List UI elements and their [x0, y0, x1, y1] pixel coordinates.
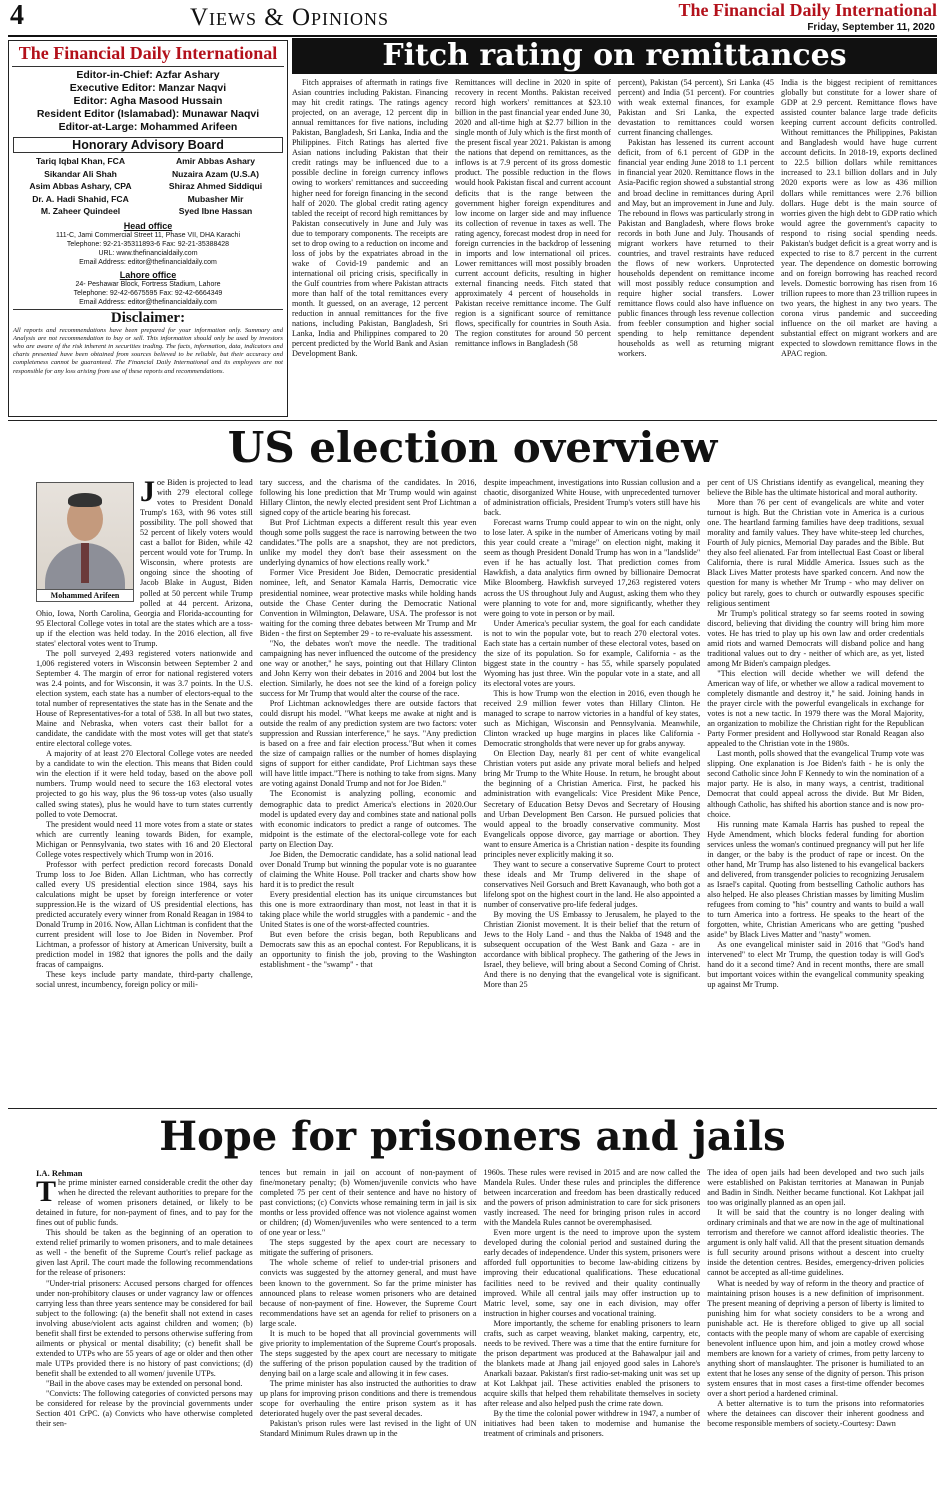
paragraph: Mr Trump's political strategy so far seems rooted in sowing discord, believing that dividing the country will bring him more votes. He has tried to play up his own law and order credentials amid riots and warned Democrats will disband police and hang traditional values out to dry - neither of which are, as yet, listed among Mr Biden's campaign pledges. [707, 608, 924, 668]
fitch-headline: Fitch rating on remittances [292, 38, 937, 74]
paragraph: Remittances will decline in 2020 in spite of recovery in recent Months. Pakistan received record high workers' remittances at $23.10 billion in the past financial year ended June 30, 2020 and all-time high at $2.77 billion in the single month of July which is the first month of the present fiscal year 2021. Pakistan is among the nations that depend on remittances, as the inflows is at 7.9 percent of its gross domestic product. The possible reduction in the flows would hook Pakistan fiscal and current account deficits that is the range between the government higher foreign expenditures and low income on larger side and may influence its collection of revenue in taxes as well. The rating agency, forecast modest drop in need for foreign currencies in the backdrop of lessening in imports and low international oil prices. Lower remittances will most possibly broaden current account deficits, resulting in higher external financing needs. Fitch stated that approximately 4 percent of households in Pakistan receive remittance income. The Gulf region is a significant source of remittance flows, specifically for countries in South Asia. The region constitutes for around 50 percent remittance inflows in Bangladesh (58 [455, 78, 611, 349]
article-column [260, 1168, 477, 1508]
staff-line: Resident Editor (Islamabad): Munawar Naqvi [36, 108, 260, 120]
paragraph: Professor with perfect prediction record forecasts Donald Trump loss to Joe Biden. Allan Lichtman, who has correctly called every US presidential election since 1984, says his calculations might be upset by foreign interference or voter suppression.He is the wizard of US presidential elections, has predicted accurately every winner from Ronald Reagan in 1984 to Donald Trump in 2016. Now, Allan Lichtman is confident that the current president will lose to Joe Biden in November. Prof Lichtman, a professor of history at American University, built a prediction model in 1982 that ignores the polls and the daily fracas of campaigns. [36, 859, 253, 970]
paragraph: The president would need 11 more votes from a state or states which are currently leaning towards Biden, for example, Michigan or Pennsylvania, two states with 16 and 20 Electoral College votes respectively which Trump won in 2016. [36, 819, 253, 859]
paragraph: Last month, polls showed that the evangelical Trump vote was slipping. One explanation is Joe Biden's faith - he is only the second Catholic since John F Kennedy to win the nomination of a major party. He is also, in many ways, a centrist, traditional Democrat that could appeal across the divide. But Mr Biden, although Catholic, has shifted his abortion stance and is now pro-choice. [707, 749, 924, 819]
paragraph: 1960s. These rules were revised in 2015 and are now called the Mandela Rules. Under these rules and principles the difference between incarceration and freedom has been drastically reduced and the powers of prison administration to care for sick prisoners vastly increased. The need for bringing prison rules in accord with the Mandela Rules cannot be overemphasised. [483, 1168, 701, 1228]
paragraph: More than 76 per cent of evangelicals are white and voter turnout is high. But the Christian vote in America is a curious one. The heartland farming families have deep traditions, sexual morality and family values. They have white-steep led churches, Fourth of July picnics, Memorial Day parades and the Bible. But they also feel alienated. Far from intellectual East Coast or liberal California, there is rural Middle America. Issues such as the Black Lives Matter protests have sparked concern. And now the question for many is whether Mr Trump - who may deliver on policy but rarely, goes to church or outwardly espouses specific religious sentiment [707, 498, 924, 608]
paragraph: oe Biden is projected to lead with 279 electoral college votes to President Donald Trump's 163, with 96 votes still possibility. The poll showed that 52 percent of likely voters would cast a ballot for Biden, while 42 percent would vote for Trump. In Wisconsin, where protests are ongoing since the shooting of Jacob Blake in August, Biden polled at 50 percent while Trump polled at 44 percent. Arizona, Ohio, Iowa, North Carolina, Georgia and Florida-accounting for 95 Electoral College votes in total are the states which are a toss-up if the election was held today. In the 2016 election, all five states' electoral votes went to Trump. [36, 478, 253, 648]
paragraph: Fitch appraises of aftermath in ratings five Asian countries including Pakistan. Financing may hit credit ratings. The ratings agency projected, on an average, 12 percent dip in annual remittances for five nations, including Pakistan, Bangladesh, Sri Lanka, India and the Philippines. Fitch Ratings has alerted five Asian nations including Pakistan that their credit ratings may be influenced due to a possible decline in foreign currency inflows owing to workers' remittances and succeeding higher need for foreign financing in the second half of 2020. The global credit rating agency tabled the receipt of record high remittances by Pakistan consecutively in June and July was due to temporary components. The receipts are set to drop owing to a reduction on income and loss of jobs by the expatriates abroad in the wake of Covid-19 pandemic and an international oil pricing crisis, specifically in the Gulf countries from where Pakistan attracts more than half of the total remittances every month. It guessed, on an average, 12 percent reduction in annual remittances for the five nations, including Pakistan, Bangladesh, Sri Lanka, India and Philippines compared to 20 percent predicted by the World Bank and Asian Development Bank. [292, 78, 448, 359]
article-column [781, 78, 937, 416]
staff-list [9, 69, 287, 134]
column-text [36, 1175, 253, 1429]
advisory-board-title: Honorary Advisory Board [13, 137, 283, 153]
paragraph: Pakistan has lessened its current account deficit, from of 6.1 percent of GDP in the financial year ending June 2018 to 1.1 percent in financial year 2020. Remittance flows in the Asia-Pacific region showed a substantial strong and broad decline in remittances during April and May, but an improvement in June and July. The rebound in flows was particularly strong in Pakistan and Bangladesh, where flows broke records in both June and July. Thousands of migrant workers have returned to their countries, and travel restraints have reduced the flows of new workers. Unprotected households dependent on remittance income will most possibly reduce consumption and require higher social transfers. Lower remittance flows could also have influence on public finances through less revenue collection from feebler consumption and higher social spending to help remittance dependent households as well as returning migrant workers. [618, 138, 774, 359]
fitch-article-body [292, 78, 937, 416]
paragraph: This is how Trump won the election in 2016, even though he received 2.9 million fewer votes than Hillary Clinton. He managed to scrape to narrow victories in a handful of key states, such as Michigan, Wisconsin and Pennsylvania. Meanwhile, Clinton wracked up huge margins in places like California - Democratic strongholds that were never up for grabs anyway. [483, 688, 701, 749]
advisory-member: Dr. A. Hadi Shahid, FCA [32, 193, 129, 204]
paragraph: The steps suggested by the apex court are necessary to mitigate the suffering of prisoners. [259, 1238, 477, 1258]
head-office-line: 111-C, Jami Commercial Street 11, Phase VII, DHA Karachi [55, 231, 240, 239]
paragraph: His running mate Kamala Harris has pushed to repeal the Hyde Amendment, which blocks federal funding for abortion services unless the woman's continued pregnancy will put her life in danger, or the baby is the product of rape or incest. On the other hand, Mr Trump has also listened to his evangelical backers and delivered, from transgender policies to recognizing Jerusalem as Israel's capital. Quoting from bestselling Catholic authors has also helped. He also pleases Christian masses by limiting Muslim refugees from coming to "his" country and wants to build a wall to turn America into a fortress. He speaks to the heart of the forgotten, white, Christian Americans who are getting "pushed aside" by Black Lives Matter and "nasty" women. [707, 819, 924, 940]
paragraph: Joe Biden, the Democratic candidate, has a solid national lead over Donald Trump but winning the popular vote is no guarantee of claiming the White House. Poll tracker and charts show how hard it is to predict the result [259, 849, 477, 889]
paragraph: tary success, and the charisma of the candidates. In 2016, following his lone prediction that Mr Trump would win against Hillary Clinton, the newly elected president sent Prof Lichtman a signed copy of the article bearing his forecast. [259, 478, 477, 518]
article-column [292, 78, 448, 416]
paragraph: Forecast warns Trump could appear to win on the night, only to lose later. A spike in the number of Americans voting by mail this year could create a "mirage" on election night, making it seem as though President Donald Trump has won in a "landslide" even if he has actually lost. That prediction comes from Hawkfish, a data analytics firm owned by billionaire Democrat Mike Bloomberg. Hawkfish surveyed 17,263 registered voters across the US throughout July and August, asking them who they were planning to vote for and, more significantly, whether they were going to vote in person or by mail. [483, 518, 701, 618]
paragraph: despite impeachment, investigations into Russian collusion and a chaotic, disorganized White House, with unprecedented turnover of administration officials, President Trump's voters still have his back. [483, 478, 701, 518]
paragraph: By the time the colonial power withdrew in 1947, a number of initiatives had been taken to modernise and humanise the treatment of criminals and prisoners. [483, 1409, 701, 1439]
paragraph: The idea of open jails had been developed and two such jails were established on Pakistan territories at Manawan in Punjab and Badin in Sindh. Neither became functional. Kot Lakhpat jail too was originally planned as an open jail. [707, 1168, 924, 1208]
disclaimer-title: Disclaimer: [13, 309, 283, 327]
advisory-member: M. Zaheer Quindeel [40, 206, 121, 216]
advisory-member: Tariq Iqbal Khan, FCA [35, 156, 126, 166]
article-column [36, 1168, 253, 1508]
paragraph: It will be said that the country is no longer dealing with ordinary criminals and that we are now in the age of multinational terrorism and therefore we cannot afford idealistic theories. The argument is only half valid. All that the present situation demands is full security around prisons without a descent into cruelty inside the detention centres. Besides, emergency-driven policies cannot be accepted as all-time guidelines. [707, 1208, 924, 1278]
article-column [484, 478, 701, 1106]
head-office-url[interactable]: URL: www.thefinancialdaily.com [98, 249, 198, 257]
election-article-body [36, 478, 924, 1106]
paragraph: These keys include party mandate, third-party challenge, social unrest, incumbency, foreign policy or mili- [36, 970, 253, 990]
head-office-email[interactable]: Email Address: editor@thefinancialdaily.com [79, 258, 217, 266]
paragraph: Every presidential election has its unique circumstances but this one is more extraordinary than most, not least in that it is taking place while the world struggles with a pandemic - and the United States is one of the worst-affected countries. [259, 889, 477, 930]
prisons-article-body [36, 1168, 924, 1508]
paragraph: Former Vice President Joe Biden, Democratic presidential nominee, left, and Senator Kamala Harris, Democratic vice presidential nominee, wear protective masks while holding hands outside the Chase Center during the Democratic National Convention in Wilmington, Delaware, USA. The professor is not waiting for the coming three debates between Mr Trump and Mr Biden - the first on September 29 - to re-evaluate his assessment. [259, 568, 477, 638]
paragraph: By moving the US Embassy to Jerusalem, he played to the Christian Zionist movement. It is their belief that the return of Jews to the Holy Land - and thus the Nakba of 1948 and the subsequent occupation of the West Bank and Gaza - are in accordance with biblical prophecy. The gathering of the Jews in Israel, they believe, will bring about a Second Coming of Christ. And there is no denying that the evangelical vote is significant. More than 25 [483, 910, 701, 990]
photo-tie-shape [81, 543, 89, 583]
masthead: The Financial Daily International [678, 0, 937, 20]
page-number: 4 [10, 0, 24, 31]
lahore-office-line: Telephone: 92-42-6675595 Fax: 92-42-6664349 [73, 289, 223, 297]
staff-line: Editor-in-Chief: Azfar Ashary [76, 69, 220, 81]
paragraph: he prime minister earned considerable credit the other day when he directed the relevant authorities to prepare for the release of women prisoners detained, or likely to be detained in future, for non-payment of fines, and to pay for the fines out of public funds. [36, 1178, 253, 1228]
lahore-office-email[interactable]: Email Address: editor@thefinancialdaily.com [79, 298, 217, 306]
paragraph: On Election Day, nearly 81 per cent of white evangelical Christian voters put aside any private moral beliefs and helped bring Mr Trump to the White House. In return, he brought about the beginning of a Christian America. First, he packed his administration with evangelicals: Vice President Mike Pence, Secretary of Education Betsy Devos and Secretary of Housing and Urban Development Ben Carson. He pursued policies that would appeal to the broadly conservative community. Most Evangelicals oppose divorce, gay marriage or abortion. They want to ensure America is a Christian nation - despite its founding principles never explicitly making it so. [483, 749, 701, 859]
paragraph: The whole scheme of relief to under-trial prisoners and convicts was suggested by the attorney general, and must have been known to the government. So far the prime minister has announced plans to release women prisoners who are detained because of non-payment of fine. However, the Supreme Court recommendations have set an agenda for relief to prisoners on a large scale. [259, 1258, 477, 1328]
paragraph: But Prof Lichtman expects a different result this year even though some polls suggest the race is narrowing between the two candidates."The polls are a snapshot, they are not predictors, unlike my model they don't base their assessment on the underlying dynamics of how elections really work." [259, 518, 477, 568]
article-column [707, 478, 924, 1106]
article-column [455, 78, 611, 416]
paragraph: Pakistan's prison rules were last revised in the light of UN Standard Minimum Rules drawn up in the [259, 1419, 477, 1439]
byline: I.A. Rehman [36, 1168, 83, 1178]
paragraph: They want to secure a conservative Supreme Court to protect these ideals and Mr Trump delivered in the shape of conservatives Neil Gorsuch and Brett Kavanaugh, who both got a lifelong spot on the highest court in the land. He also appointed a number of conservative pro-life federal judges. [483, 859, 701, 909]
paragraph: A majority of at least 270 Electoral College votes are needed by a candidate to win the election. This means that Biden could win the election if it were held today, based on the above poll numbers. Trump would need to secure the 163 electoral votes projected to go his way, plus the 96 toss-up votes (also usually called swing states), plus he would have to turn states currently polled to vote Democrat. [36, 749, 253, 819]
paragraph: The poll surveyed 2,493 registered voters nationwide and 1,006 registered voters in Wisconsin between September 2 and September 4. The margin of error for national registered voters was 2.4 points, and for Wisconsin, it was 3.7 points. In the U.S. election system, each state has a number of electors-equal to the total number of representatives the state has in the Senate and the House of Representatives-for a total of 538. In all but two states, Maine and Nebraska, when voters cast their ballot for a candidate, the candidate with the most votes will get that state's entire electoral college votes. [36, 648, 253, 749]
article-column [484, 1168, 701, 1508]
staff-line: Editor: Agha Masood Hussain [73, 95, 223, 107]
paragraph: tences but remain in jail on account of non-payment of fine/monetary penalty; (b) Women/juvenile convicts who have completed 75 per cent of their sentence and have no history of past convictions; (c) Convicts whose remaining term in jail is six months or less provided offence was not violence against women or children; (d) Women/juveniles who were sentenced to a term of one year or less." [259, 1168, 477, 1238]
paragraph: "This election will decide whether we will defend the American way of life, or whether we allow a radical movement to completely dismantle and destroy it," he said. Joining hands in the prayer circle with the powerful evangelicals in exchange for votes is not a new tactic. In 1979 there was the Moral Majority, an organization to mobilize the Christian right for the Republican Party Former president and Hollywood star Ronald Reagan also appealed to the Christian vote in the 1980s. [707, 668, 924, 749]
section-rule [8, 1108, 937, 1109]
advisory-member: Asim Abbas Ashary, CPA [29, 181, 132, 191]
editorial-box [8, 40, 288, 417]
lahore-office-line: 24- Peshawar Block, Fortress Stadium, Lahore [75, 280, 221, 288]
paragraph: More importantly, the scheme for enabling prisoners to learn crafts, such as carpet weaving, blanket making, carpentry, etc, needs to be revived. There was a time that the entire furniture for the prison department was produced at the Bahawalpur jail and the blankets made at Jhang jail enjoyed good sales in Lahore's Anarkali bazaar. Pakistan's first radio-set-making unit was set up at Kot Lakhpat jail. These activities enabled the prisoners to acquire skills that helped them rehabilitate themselves in society after release and also helped push the crime rate down. [483, 1318, 701, 1409]
staff-line: Executive Editor: Manzar Naqvi [69, 82, 227, 94]
advisory-member: Mubasher Mir [187, 193, 244, 204]
article-column [260, 478, 477, 1106]
staff-line: Editor-at-Large: Mohammed Arifeen [58, 121, 238, 133]
paragraph: Even more urgent is the need to improve upon the system developed during the colonial period and sustained during the early decades of independence. Under this system, prisoners were afforded full opportunities to become law-abiding citizens by improving their educational qualifications. These educational facilities need to be revived and their quality continually improved. While all central jails may offer instruction up to Matric level, some, say one in each division, may offer instruction in higher courses and vocational training. [483, 1228, 701, 1318]
paragraph: The prime minister has also instructed the authorities to draw up plans for improving prison conditions and there is tremendous scope for overhauling the entire prison system as it has deteriorated hugely over the past several decades. [259, 1378, 477, 1419]
lahore-office-title: Lahore office [119, 269, 177, 280]
paragraph: As one evangelical minister said in 2016 that "God's hand intervened" to elect Mr Trump, the question today is will God's hand do it a second time? And in recent months, there are small but important voices within the evangelical community speaking up against Mr Trump. [707, 940, 924, 990]
head-office-line: Telephone: 92-21-35311893-6 Fax: 92-21-35388428 [66, 240, 230, 248]
photo-hair-shape [68, 493, 102, 507]
editorial-box-title: The Financial Daily International [12, 43, 284, 67]
header-rule [8, 35, 937, 37]
drop-cap: J [140, 478, 155, 508]
paragraph: "Under-trial prisoners: Accused persons charged for offences under non-prohibitory clauses or under vagrancy law or offences carrying less than three years sentence may be considered for bail subject to the following: (a) the benefit shall not extend in cases involving abuse/violent acts against children and women; (b) benefit shall first be extended to persons otherwise suffering from ailments or physical or mental disability; (c) benefit shall be extended to UTPs who are 55 years of age or older and then other male UTPs provided there is no history of past convictions; (d) benefit shall be extended to all women/ juvenile UTPs. [36, 1278, 253, 1378]
paragraph: A better alternative is to turn the prisons into reformatories where the detainees can discover their inherent goodness and become responsible members of society.-Courtesy: Dawn [707, 1399, 924, 1429]
issue-date: Friday, September 11, 2020 [807, 22, 935, 33]
paragraph: "Bail in the above cases may be extended on personal bond. [46, 1378, 243, 1388]
author-photo-caption: Mohammed Arifeen [37, 589, 133, 601]
article-column [707, 1168, 924, 1508]
paragraph: It is much to be hoped that all provincial governments will give priority to implementation of the Supreme Court's proposals. The steps suggested by the apex court are necessary to mitigate the suffering of the prison population caused by the tradition of denying bail on a large scale and allowing it in few cases. [259, 1328, 477, 1378]
article-column [36, 478, 253, 1106]
advisory-member: Nuzaira Azam (U.S.A) [171, 168, 260, 179]
paragraph: percent), Pakistan (54 percent), Sri Lanka (45 percent) and India (51 percent). For countries with weak external finances, for example Pakistan and Sri Lanka, the expected devastation to remittances could worsen current financing challenges. [618, 78, 774, 138]
paragraph: per cent of US Christians identify as evangelical, meaning they believe the Bible has the ultimate historical and moral authority. [707, 478, 924, 498]
paragraph: "Convicts: The following categories of convicted persons may be considered for release by the provincial governments under Section 401 CrPC. (a) Convicts who have otherwise completed their sen- [36, 1389, 253, 1429]
advisory-member: Sikandar Ali Shah [44, 168, 117, 179]
paragraph: What is needed by way of reform in the theory and practice of maintaining prison houses is a new definition of imprisonment. The present meaning of depriving a person of liberty is limited to punishing him for what society considers to be a wrong and punishable act. He is therefore obliged to give up all social contacts with the people many of whom are capable of exercising benevolent influence upon him, and join a motley crowd whose members are known for a variety of crimes, from petty larceny to anything short of manslaughter. The prisoner is humiliated to an extent that he loses any sense of the dignity of person. This prison system ensures that in most cases a first-time offender becomes over a short period a hardened criminal. [707, 1278, 924, 1399]
advisory-member: Amir Abbas Ashary [175, 156, 256, 166]
author-photo [36, 482, 134, 602]
election-headline: US election overview [227, 423, 718, 472]
paragraph: India is the biggest recipient of remittances globally but constitute for a lower share of GDP at 2.9 percent. Remittance flows have assisted counter balance large trade deficits keeping current account deficits controlled. Without remittances the Philippines, Pakistan and Bangladesh would have huge current account deficits. In 2018-19, exports declined to 22.5 billion dollars while remittances increased to 23.1 billion dollars and in July 2020 exports were as low as 436 million dollars while remittances were 2.76 billion dollars. Huge debt is the main source of worries given the high debt to GDP ratio which would agree the government's capacity to respond to rising social spending needs. Pakistan's budget deficit is a great worry and is expected to rise to 8.7 percent in the current year. The dependence on domestic borrowing and on foreign borrowing has reached record levels. Domestic borrowing has risen from 16 trillion rupees to more than 23 trillion rupees in two years, the highest in any two years. The corona virus pandemic and succeeding influence on the oil market are having a substantial effect on migrant workers and are expected to slowdown remittance flows in the APAC region. [781, 78, 937, 359]
advisory-board-list [13, 155, 283, 218]
paragraph: This should be taken as the beginning of an operation to extend relief primarily to women prisoners, and to male detainees as well - the benefit of the Supreme Court's relief package as given last April. The court made the following recommendations for the release of prisoners: [36, 1228, 253, 1278]
prisons-headline: Hope for prisoners and jails [159, 1113, 786, 1160]
advisory-member: Shiraz Ahmed Siddiqui [168, 181, 263, 191]
paragraph: Prof Lichtman acknowledges there are outside factors that could disrupt his model. "What keeps me awake at night and is outside the realm of any prediction system are two factors: voter suppression and Russian interference," he says. "Any prediction is based on a free and fair election process."But when it comes the size of campaign rallies or the number of homes displaying signs of support for either candidate, Prof Lichtman says these will have little impact."There is nothing to take from signs. Many are voting against Donald Trump and not for Joe Biden." [259, 699, 477, 789]
drop-cap: T [36, 1175, 57, 1209]
article-column [618, 78, 774, 416]
paragraph: "No, the debates won't move the needle. The traditional campaigning has never influenced the outcome of the presidency one way or another," he says, pointing out that Hillary Clinton and John Kerry won their debates in 2016 and 2004 but lost the election. Similarly, he does not see the kind of a foreign policy success for Mr Trump that would alter the course of the race. [259, 638, 477, 698]
section-title: Views & Opinions [190, 4, 390, 31]
disclaimer-text: All reports and recommendations have been prepared for your information only. Summary and Analysis are not recommendation to buy or sell. This information should only be used by investors who are aware of the risk inherent in securities trading. The facts, information, data, indicators and charts presented have been obtained from sources believed to be reliable, but their accuracy and completeness cannot be guaranteed. The Financial Daily International and its employees are not responsible for any loss arising from use of these reports and recommendations. [13, 326, 283, 375]
paragraph: The Economist is analyzing polling, economic and demographic data to predict America's elections in 2020.Our model is updated every day and combines state and national polls with economic indicators to predict a range of outcomes. The midpoint is the estimate of the electoral-college vote for each party on Election Day. [259, 789, 477, 849]
head-office-title: Head office [123, 220, 173, 231]
paragraph: But even before the crisis began, both Republicans and Democrats saw this as an epochal contest. For Republicans, it is an opportunity to finish the job, proving to the Washington establishment - the "swamp" - that [259, 930, 477, 970]
paragraph: Under America's peculiar system, the goal for each candidate is not to win the popular vote, but to reach 270 electoral votes. Each state has a certain number of these electoral votes, based on the size of its population. So for example, California - as the biggest state in the country - has 55, while sparsely populated Wyoming has just three. Win the popular vote in a state, and all its electoral votes are yours. [483, 618, 701, 688]
advisory-member: Syed Ibne Hassan [178, 206, 253, 216]
